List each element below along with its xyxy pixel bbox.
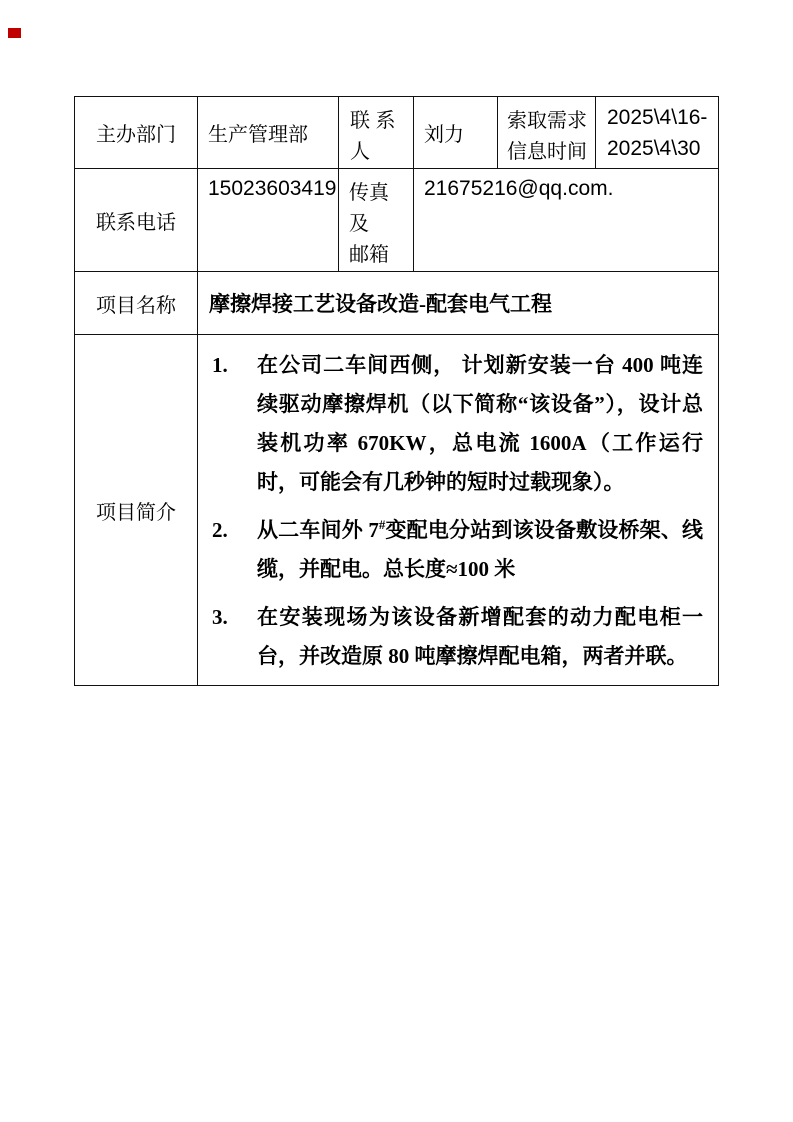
phone-label-cell (75, 169, 198, 272)
list-item-number: 1. (212, 353, 228, 377)
contact-person-label-cell (339, 97, 414, 169)
contact-person-label-line1: 联 系 (350, 110, 396, 132)
row-contact (75, 97, 719, 169)
fax-email-label-line1: 传真及 (349, 182, 389, 235)
list-item-text: 在公司二车间西侧， 计划新安装一台 400 吨连续驱动摩擦焊机（以下简称“该设备”），设计总装机功率 670KW，总电流 1600A（工作运行时，可能会有几秒钟的短时过载现象）。 (257, 353, 703, 494)
fax-email-label-line2: 邮箱 (349, 244, 389, 266)
list-item-text (257, 511, 703, 589)
list-item-number: 3. (212, 605, 228, 629)
contact-person-label-line2: 人 (350, 141, 370, 163)
project-info-table (74, 96, 719, 686)
request-time-value-line2: 2025\4\30 (607, 137, 701, 160)
phone-label: 联系电话 (96, 211, 176, 234)
fax-email-value-cell (414, 169, 719, 272)
fax-email-label-cell (339, 169, 414, 272)
request-time-label-line1: 索取需求 (507, 110, 587, 132)
project-intro-label: 项目简介 (96, 501, 176, 524)
contact-person-value-cell (414, 97, 498, 169)
project-name-value: 摩擦焊接工艺设备改造-配套电气工程 (209, 292, 552, 316)
row-project-intro (75, 335, 719, 686)
project-intro-value-cell (198, 335, 719, 686)
superscript-hash-mark: # (378, 517, 386, 532)
contact-person-value: 刘力 (424, 124, 464, 146)
row-phone (75, 169, 719, 272)
email-value: 21675216@qq.com. (424, 177, 614, 200)
list-item (205, 511, 703, 589)
list-item (205, 346, 703, 502)
list-item-text: 在安装现场为该设备新增配套的动力配电柜一台，并改造原 80 吨摩擦焊配电箱，两者并联。 (257, 605, 703, 668)
phone-value-cell (198, 169, 339, 272)
project-intro-label-cell (75, 335, 198, 686)
phone-value: 15023603419 (208, 177, 337, 200)
dept-label: 主办部门 (96, 124, 176, 146)
dept-value-cell (198, 97, 339, 169)
project-name-value-cell (198, 272, 719, 335)
row-project-name (75, 272, 719, 335)
list-item-number: 2. (212, 518, 228, 542)
dept-value: 生产管理部 (208, 124, 308, 146)
request-time-value-cell (596, 97, 719, 169)
project-name-label-cell (75, 272, 198, 335)
dept-label-cell (75, 97, 198, 169)
project-intro-list (198, 335, 718, 676)
project-name-label: 项目名称 (96, 294, 176, 317)
list-item-text-pre: 从二车间外 7 (257, 518, 379, 542)
request-time-label-cell (498, 97, 596, 169)
request-time-label-line2: 信息时间 (507, 141, 587, 163)
request-time-value-line1: 2025\4\16- (607, 106, 708, 129)
red-revision-marker (8, 28, 21, 38)
list-item-text-post: 变配电分站到该设备敷设桥架、线缆，并配电。总长度≈100 米 (257, 518, 704, 581)
list-item (205, 598, 703, 676)
